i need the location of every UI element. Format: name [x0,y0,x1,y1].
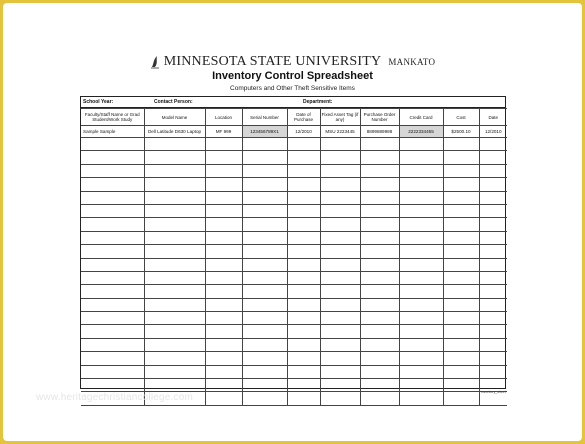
table-cell[interactable] [205,312,242,325]
table-cell[interactable] [320,298,360,311]
table-cell[interactable] [287,271,320,284]
table-cell[interactable] [399,392,443,405]
table-cell[interactable] [205,365,242,378]
table-row [81,231,507,244]
table-cell[interactable] [443,298,479,311]
sample-location-cell[interactable]: MF 999 [205,126,242,138]
table-cell[interactable] [479,191,507,204]
table-cell[interactable] [242,218,287,231]
table-cell[interactable] [81,204,144,217]
table-cell[interactable] [443,164,479,177]
table-cell[interactable] [242,258,287,271]
table-cell[interactable] [205,271,242,284]
table-cell[interactable] [443,258,479,271]
table-cell[interactable] [205,352,242,365]
table-cell[interactable] [287,164,320,177]
table-cell[interactable] [242,164,287,177]
sample-name-cell[interactable]: Sample Sample [81,126,144,138]
table-cell[interactable] [479,218,507,231]
table-cell[interactable] [205,285,242,298]
table-cell[interactable] [443,379,479,392]
table-cell[interactable] [443,271,479,284]
table-cell[interactable] [81,151,144,164]
table-cell[interactable] [360,392,399,405]
table-cell[interactable] [242,379,287,392]
table-cell[interactable] [242,298,287,311]
table-cell[interactable] [320,325,360,338]
col-header-asset-tag: Fixed Asset Tag (if any) [320,109,360,126]
table-cell[interactable] [399,231,443,244]
table-cell[interactable] [360,365,399,378]
table-cell[interactable] [242,138,287,151]
table-cell[interactable] [360,151,399,164]
table-cell[interactable] [320,392,360,405]
table-cell[interactable] [144,245,205,258]
table-cell[interactable] [144,298,205,311]
table-row [81,138,507,151]
table-cell[interactable] [205,379,242,392]
table-cell[interactable] [242,191,287,204]
sample-asset-tag-cell[interactable]: MSU 2223445 [320,126,360,138]
table-row [81,338,507,351]
table-cell[interactable] [399,164,443,177]
table-cell[interactable] [479,285,507,298]
table-cell[interactable] [287,138,320,151]
table-cell[interactable] [443,204,479,217]
col-header-model: Model Name [144,109,205,126]
table-cell[interactable] [81,298,144,311]
table-cell[interactable] [242,178,287,191]
table-cell[interactable] [144,365,205,378]
sample-purchase-date-cell[interactable]: 12/2010 [287,126,320,138]
table-row [81,258,507,271]
table-cell[interactable] [360,312,399,325]
document-page [3,3,582,441]
table-row [81,365,507,378]
table-cell[interactable] [144,258,205,271]
table-cell[interactable] [320,138,360,151]
table-cell[interactable] [320,312,360,325]
table-cell[interactable] [242,151,287,164]
table-cell[interactable] [287,365,320,378]
info-row [81,97,505,108]
table-cell[interactable] [144,151,205,164]
table-cell[interactable] [287,218,320,231]
table-cell[interactable] [320,191,360,204]
table-cell[interactable] [443,352,479,365]
table-cell[interactable] [399,204,443,217]
table-cell[interactable] [360,204,399,217]
table-cell[interactable] [287,258,320,271]
table-cell[interactable] [399,245,443,258]
table-cell[interactable] [144,178,205,191]
table-cell[interactable] [360,338,399,351]
table-cell[interactable] [205,178,242,191]
table-cell[interactable] [320,218,360,231]
table-cell[interactable] [144,338,205,351]
table-cell[interactable] [287,231,320,244]
table-cell[interactable] [287,379,320,392]
sample-credit-card-cell[interactable]: 2222334455 [399,126,443,138]
col-header-po-number: Purchase Order Number [360,109,399,126]
sample-po-number-cell[interactable]: 8899889988 [360,126,399,138]
table-row [81,271,507,284]
table-cell[interactable] [320,338,360,351]
table-cell[interactable] [144,285,205,298]
table-cell[interactable] [320,245,360,258]
table-cell[interactable] [443,191,479,204]
table-row [81,285,507,298]
table-cell[interactable] [320,164,360,177]
table-cell[interactable] [81,231,144,244]
table-cell[interactable] [81,285,144,298]
table-cell[interactable] [399,298,443,311]
table-cell[interactable] [242,392,287,405]
table-cell[interactable] [81,365,144,378]
table-cell[interactable] [242,245,287,258]
table-cell[interactable] [81,338,144,351]
table-cell[interactable] [287,285,320,298]
table-row [81,178,507,191]
table-cell[interactable] [479,138,507,151]
table-cell[interactable] [479,151,507,164]
table-cell[interactable] [320,352,360,365]
table-cell[interactable] [360,379,399,392]
table-cell[interactable] [399,271,443,284]
table-cell[interactable] [205,164,242,177]
table-cell[interactable] [81,271,144,284]
table-cell[interactable] [399,325,443,338]
col-header-credit-card: Credit Card [399,109,443,126]
table-cell[interactable] [205,138,242,151]
table-cell[interactable] [360,178,399,191]
sheet-footnote: inventory_sheet [481,390,506,394]
table-cell[interactable] [81,191,144,204]
table-cell[interactable] [81,138,144,151]
table-cell[interactable] [360,218,399,231]
table-cell[interactable] [399,365,443,378]
table-row [81,298,507,311]
table-cell[interactable] [399,379,443,392]
col-header-cost: Cost [443,109,479,126]
table-row [81,204,507,217]
table-cell[interactable] [144,352,205,365]
table-cell[interactable] [287,298,320,311]
table-cell[interactable] [242,271,287,284]
table-cell[interactable] [399,352,443,365]
university-mark-icon [150,55,160,69]
table-row [81,218,507,231]
col-header-location: Location [205,109,242,126]
table-cell[interactable] [479,178,507,191]
table-cell[interactable] [479,325,507,338]
table-cell[interactable] [479,258,507,271]
table-cell[interactable] [479,298,507,311]
table-cell[interactable] [360,138,399,151]
col-header-serial: Serial Number [242,109,287,126]
table-cell[interactable] [443,325,479,338]
table-cell[interactable] [81,352,144,365]
table-cell[interactable] [443,338,479,351]
table-cell[interactable] [443,392,479,405]
table-cell[interactable] [242,325,287,338]
table-cell[interactable] [360,231,399,244]
table-row [81,379,507,392]
table-cell[interactable] [144,271,205,284]
sample-row [81,126,507,138]
table-row [81,245,507,258]
table-cell[interactable] [479,271,507,284]
table-cell[interactable] [205,151,242,164]
table-cell[interactable] [205,258,242,271]
table-cell[interactable] [443,245,479,258]
page-title: Inventory Control Spreadsheet [212,70,373,82]
table-cell[interactable] [360,285,399,298]
table-cell[interactable] [399,138,443,151]
sample-date-cell[interactable]: 12/2010 [479,126,507,138]
department-label: Department: [303,99,333,105]
table-cell[interactable] [242,285,287,298]
table-cell[interactable] [144,164,205,177]
table-row [81,325,507,338]
table-cell[interactable] [399,338,443,351]
table-cell[interactable] [360,164,399,177]
column-header-row [81,109,507,126]
table-cell[interactable] [205,325,242,338]
table-cell[interactable] [81,312,144,325]
table-cell[interactable] [205,245,242,258]
table-cell[interactable] [81,164,144,177]
table-cell[interactable] [443,312,479,325]
table-cell[interactable] [399,191,443,204]
table-cell[interactable] [287,338,320,351]
table-cell[interactable] [242,231,287,244]
table-cell[interactable] [287,151,320,164]
table-cell[interactable] [287,392,320,405]
table-cell[interactable] [144,325,205,338]
table-cell[interactable] [205,298,242,311]
table-cell[interactable] [205,191,242,204]
table-cell[interactable] [443,138,479,151]
table-cell[interactable] [320,204,360,217]
table-cell[interactable] [443,365,479,378]
table-cell[interactable] [81,178,144,191]
table-cell[interactable] [360,271,399,284]
inventory-table [81,108,507,406]
contact-person-label: Contact Person: [154,99,193,105]
table-row [81,312,507,325]
table-cell[interactable] [81,258,144,271]
school-year-label: School Year: [83,99,114,105]
table-cell[interactable] [287,245,320,258]
table-cell[interactable] [81,325,144,338]
table-cell[interactable] [81,245,144,258]
table-cell[interactable] [320,178,360,191]
watermark-text: www.heritagechristiancollege.com [36,392,194,403]
table-cell[interactable] [205,204,242,217]
table-cell[interactable] [479,352,507,365]
col-header-purchase-date: Date of Purchase [287,109,320,126]
table-cell[interactable] [81,379,144,392]
table-cell[interactable] [320,151,360,164]
table-cell[interactable] [287,178,320,191]
sample-model-cell[interactable]: Dell Latitude D630 Laptop [144,126,205,138]
table-cell[interactable] [443,285,479,298]
page-subtitle: Computers and Other Theft Sensitive Items [230,85,355,92]
table-cell[interactable] [320,231,360,244]
table-cell[interactable] [479,365,507,378]
sample-cost-cell[interactable]: $2500.10 [443,126,479,138]
table-cell[interactable] [81,218,144,231]
table-cell[interactable] [479,204,507,217]
table-cell[interactable] [443,151,479,164]
table-cell[interactable] [360,245,399,258]
table-cell[interactable] [320,365,360,378]
table-cell[interactable] [287,325,320,338]
table-cell[interactable] [205,392,242,405]
table-cell[interactable] [144,218,205,231]
table-cell[interactable] [144,231,205,244]
table-cell[interactable] [242,365,287,378]
table-cell[interactable] [360,325,399,338]
table-cell[interactable] [399,178,443,191]
table-cell[interactable] [479,164,507,177]
table-cell[interactable] [205,218,242,231]
table-cell[interactable] [399,312,443,325]
table-cell[interactable] [360,258,399,271]
university-logo [3,54,582,70]
table-cell[interactable] [242,204,287,217]
inventory-sheet [80,96,506,389]
table-cell[interactable] [205,231,242,244]
table-cell[interactable] [144,204,205,217]
table-row [81,164,507,177]
table-cell[interactable] [360,298,399,311]
table-cell[interactable] [320,258,360,271]
table-cell[interactable] [443,178,479,191]
table-cell[interactable] [242,352,287,365]
table-cell[interactable] [287,204,320,217]
table-cell[interactable] [399,285,443,298]
table-cell[interactable] [144,138,205,151]
sample-serial-cell[interactable]: 123456789X1 [242,126,287,138]
table-cell[interactable] [443,231,479,244]
table-cell[interactable] [287,312,320,325]
table-cell[interactable] [320,379,360,392]
logo-university-name: MINNESOTA STATE UNIVERSITY [163,54,382,69]
col-header-date: Date [479,109,507,126]
table-row [81,151,507,164]
table-cell[interactable] [320,271,360,284]
table-row [81,352,507,365]
table-cell[interactable] [144,379,205,392]
table-cell[interactable] [205,338,242,351]
table-cell[interactable] [287,352,320,365]
table-cell[interactable] [360,191,399,204]
table-cell[interactable] [479,312,507,325]
table-cell[interactable] [320,285,360,298]
logo-campus-name: MANKATO [388,57,436,67]
col-header-name: Faculty/Staff Name or Grad Student/Work Study [81,109,144,126]
table-cell[interactable] [399,258,443,271]
table-row [81,191,507,204]
table-cell[interactable] [360,352,399,365]
table-cell[interactable] [399,218,443,231]
table-cell[interactable] [144,191,205,204]
table-cell[interactable] [479,231,507,244]
table-cell[interactable] [144,312,205,325]
table-cell[interactable] [479,338,507,351]
table-cell[interactable] [287,191,320,204]
table-cell[interactable] [242,312,287,325]
table-cell[interactable] [399,151,443,164]
table-cell[interactable] [479,245,507,258]
table-cell[interactable] [443,218,479,231]
table-cell[interactable] [242,338,287,351]
